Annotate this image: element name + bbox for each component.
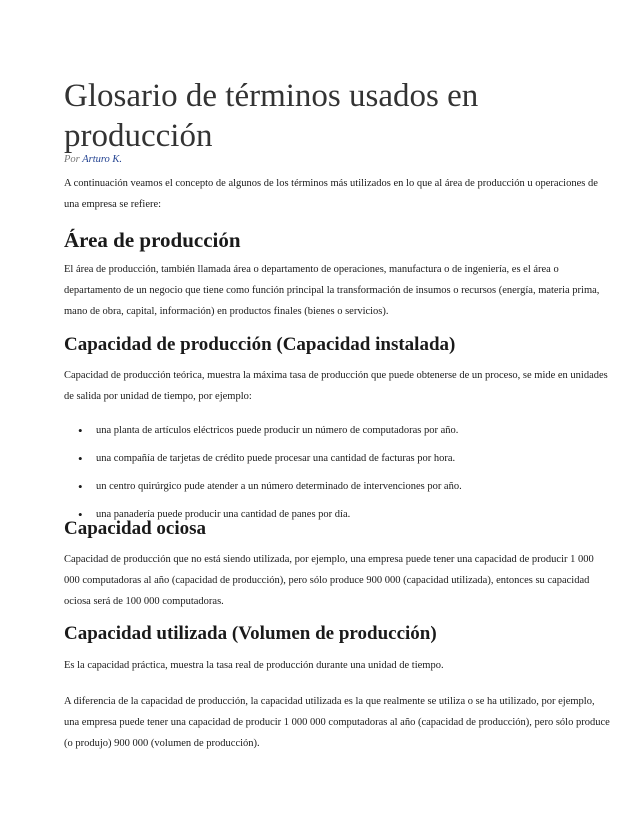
section-heading-area-produccion: Área de producción (64, 228, 241, 252)
list-item: • un centro quirúrgico pude atender a un número determinado de intervenciones por año. (64, 477, 612, 505)
section-body-capacidad-produccion: Capacidad de producción teórica, muestra la máxima tasa de producción que puede obtenerse de un proceso, se mide en unidades de salida por unidad de tiempo, por ejemplo: (64, 370, 608, 402)
section-body-capacidad-utilizada-2: A diferencia de la capacidad de producción, la capacidad utilizada es la que realmente se utiliza o se ha utilizado, por ejemplo, una empresa puede tener una capacidad de producir 1 000 000 computadoras al año (capacidad de producción), pero sólo produce (o produjo) 900 000 (volumen de producción). (64, 696, 610, 749)
section-body-area-produccion: El área de producción, también llamada área o departamento de operaciones, manufactura o de ingeniería, es el área o departamento de un negocio que tiene como función principal la transformación de insumos o recursos (energía, materia prima, mano de obra, capital, información) en productos finales (bienes o servicios). (64, 264, 600, 317)
list-item: • una planta de artículos eléctricos puede producir un número de computadoras por año. (64, 421, 612, 449)
list-item: • una compañía de tarjetas de crédito puede procesar una cantidad de facturas por hora. (64, 449, 612, 477)
section-heading-capacidad-ociosa: Capacidad ociosa (64, 518, 206, 539)
section-heading-capacidad-utilizada: Capacidad utilizada (Volumen de producción) (64, 623, 437, 644)
author-link[interactable]: Arturo K. (82, 154, 123, 165)
list-item: • una panadería puede producir una cantidad de panes por día. (64, 505, 612, 533)
section-body-capacidad-ociosa: Capacidad de producción que no está siendo utilizada, por ejemplo, una empresa puede tener una capacidad de producir 1 000 000 computadoras al año (capacidad de producción), pero sólo produce 900 000 (capacidad utilizada), entonces su capacidad ociosa será de 100 000 computadoras. (64, 554, 594, 607)
section-body-capacidad-utilizada: Es la capacidad práctica, muestra la tasa real de producción durante una unidad de tiempo. (64, 660, 444, 671)
section-heading-capacidad-produccion: Capacidad de producción (Capacidad instalada) (64, 334, 456, 355)
byline-prefix: Por (64, 154, 80, 165)
byline (64, 154, 122, 165)
page-title: Glosario de términos usados en producción (64, 78, 479, 154)
intro-paragraph: A continuación veamos el concepto de algunos de los términos más utilizados en lo que al área de producción u operaciones de una empresa se refiere: (64, 178, 598, 210)
